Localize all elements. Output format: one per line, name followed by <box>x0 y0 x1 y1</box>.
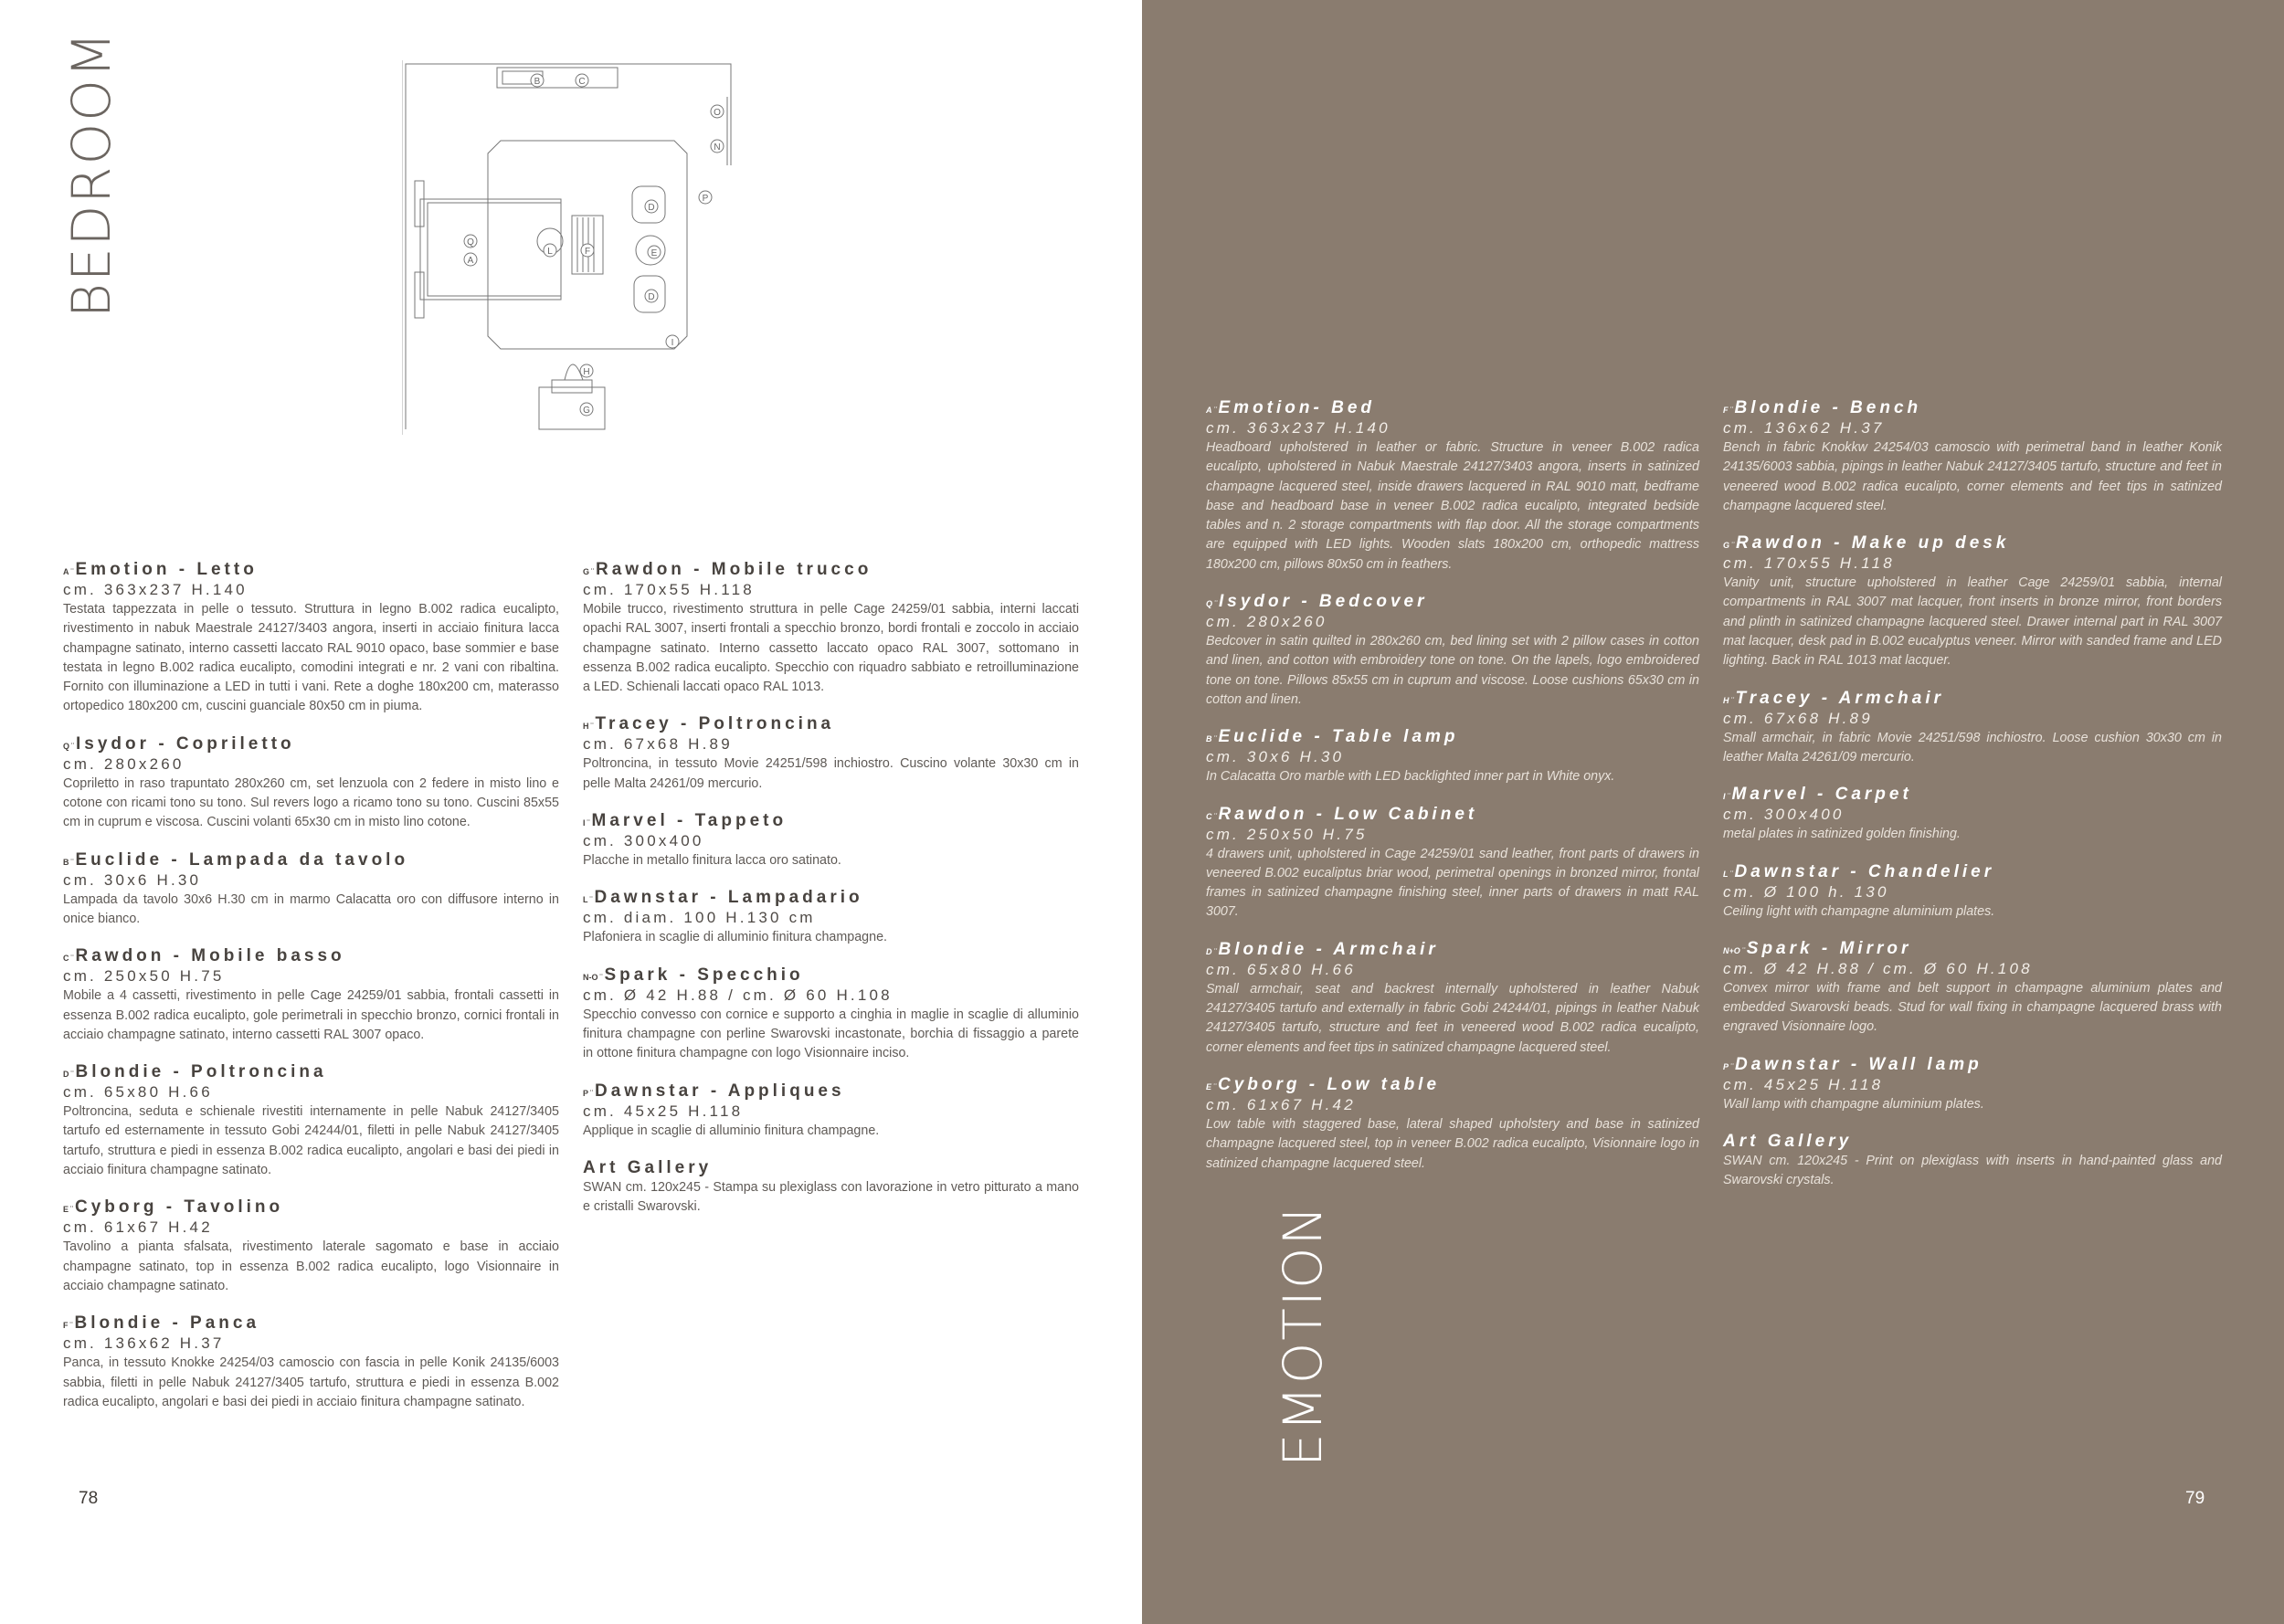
product-description: Small armchair, seat and backrest internally upholstered in leather Nabuk 24127/3405 tartufo and externally in fabric Gobi 24244/01, pipings in leather Nabuk 24127/3405 tartufo, structure and feet in veneered wood B.002 radica eucalipto, corner elements and feet tips in satinized champagne lacquered steel. <box>1206 981 1699 1055</box>
floor-plan <box>402 60 740 438</box>
product-title: N-O ¨ Spark - Specchio <box>583 965 804 985</box>
product-description: Testata tappezzata in pelle o tessuto. Struttura in legno B.002 radica eucalipto, rivestimento in nabuk Maestrale 24127/3403 angora, inserti in acciaio finitura lacca champagne satinato, interno cassetti laccato RAL 9010 opaco, base sommier e base testata in legno B.002 radica eucalipto, comodini integrati e nr. 2 vani con ribaltina. Fornito con illuminazione a LED in tutti i vani. Rete a doghe 180x200 cm, materasso ortopedico 180x200 cm, cuscini guanciale 80x50 cm in piuma. <box>63 602 559 714</box>
product-dimensions: cm. 45x25 H.118 <box>1723 1075 1884 1093</box>
svg-text:I: I <box>671 338 674 348</box>
product-dimensions: cm. Ø 100 h. 130 <box>1723 882 1889 901</box>
product-entry <box>583 1081 1079 1141</box>
product-entry <box>583 965 1079 1064</box>
product-title: C ¨ Rawdon - Mobile basso <box>63 946 345 966</box>
svg-text:A: A <box>467 256 474 266</box>
italian-column-1 <box>63 560 559 1429</box>
product-entry <box>583 1158 1079 1218</box>
product-dimensions: cm. 363x237 H.140 <box>63 581 248 598</box>
product-description: Copriletto in raso trapuntato 280x260 cm, set lenzuola con 2 federe in misto lino e cotone con ricami tono su tono. Sul revers logo a ricamo tono su tono. Cuscini 85x55 cm in cuprum e viscosa. Cuscini volanti 65x30 cm in misto lino cotone. <box>63 775 559 830</box>
product-entry <box>1723 689 2222 768</box>
product-dimensions: cm. 280x260 <box>63 754 185 773</box>
product-entry <box>1206 1075 1699 1174</box>
svg-text:H: H <box>583 367 590 377</box>
product-entry <box>63 1062 559 1180</box>
product-description: Lampada da tavolo 30x6 H.30 cm in marmo Calacatta oro con diffusore interno in onice bianco. <box>63 891 559 926</box>
product-title: A ¨ Emotion- Bed <box>1206 398 1375 417</box>
product-dimensions: cm. 363x237 H.140 <box>1206 419 1390 437</box>
product-description: 4 drawers unit, upholstered in Cage 24259/01 sand leather, front parts of drawers in veneered B.002 eucaliptus briar wood, perimetral openings in bronzed mirror, frontal frames in satinized champagne finishing steel, inner parts of drawers in matt RAL 3007. <box>1206 846 1699 920</box>
product-description: Vanity unit, structure upholstered in leather Cage 24259/01 sabbia, internal compartments in RAL 3007 mat lacquer, front inserts in bronze mirror, front borders and plinth in satinized champagne lacquered steel. Drawer internal part in RAL 3007 mat lacquer, desk pad in B.002 eucalyptus veneer. Mirror with sanded frame and LED lighting. Back in RAL 1013 mat lacquer. <box>1723 575 2222 669</box>
svg-text:F: F <box>584 247 591 257</box>
product-title: N+O ¨ Spark - Mirror <box>1723 938 1912 958</box>
svg-text:G: G <box>583 406 590 416</box>
product-dimensions: cm. 170x55 H.118 <box>583 581 755 598</box>
svg-text:Q: Q <box>467 237 474 248</box>
product-entry <box>63 734 559 833</box>
product-description: Placche in metallo finitura lacca oro satinato. <box>583 853 841 869</box>
product-dimensions: cm. 250x50 H.75 <box>1206 825 1368 843</box>
english-column-1 <box>1206 398 1699 1191</box>
product-title: I ¨ Marvel - Tappeto <box>583 811 788 831</box>
product-description: Plafoniera in scaglie di alluminio finitura champagne. <box>583 930 887 945</box>
product-description: Ceiling light with champagne aluminium plates. <box>1723 903 1995 919</box>
product-entry <box>1723 398 2222 516</box>
product-title: B ¨ Euclide - Lampada da tavolo <box>63 849 409 870</box>
svg-text:E: E <box>650 248 658 258</box>
product-description: Wall lamp with champagne aluminium plates. <box>1723 1096 1984 1112</box>
product-dimensions: cm. 300x400 <box>583 832 704 850</box>
product-title: E ¨ Cyborg - Low table <box>1206 1074 1441 1094</box>
product-dimensions: cm. 170x55 H.118 <box>1723 554 1895 573</box>
product-entry <box>63 1313 559 1412</box>
product-title: L ¨ Dawnstar - Lampadario <box>583 888 863 908</box>
page-number: 78 <box>79 1489 99 1508</box>
product-title: P ¨ Dawnstar - Appliques <box>583 1081 845 1101</box>
product-dimensions: cm. Ø 42 H.88 / cm. Ø 60 H.108 <box>1723 959 2033 977</box>
page-title: EMOTION <box>1272 1204 1334 1467</box>
product-description: Convex mirror with frame and belt support in champagne aluminium plates and embedded Swarovski beads. Stud for wall fixing in champagne lacquered brass with engraved Visionnaire logo. <box>1723 980 2222 1035</box>
product-description: Small armchair, in fabric Movie 24251/598 inchiostro. Loose cushion 30x30 cm in leather Malta 24261/09 mercurio. <box>1723 730 2222 765</box>
product-title: D ¨ Blondie - Armchair <box>1206 939 1439 959</box>
product-entry <box>583 811 1079 870</box>
product-entry <box>1206 398 1699 575</box>
svg-text:P: P <box>702 194 709 204</box>
product-description: Mobile trucco, rivestimento struttura in pelle Cage 24259/01 sabbia, interni laccati opachi RAL 3007, inserti frontali a specchio bronzo, bordi frontali e zoccolo in acciaio champagne satinato. Interno cassetto laccato opaco RAL 3007, sottomano in essenza B.002 radica eucalipto. Specchio con riquadro sabbiato e retroilluminazione a LED. Schienali laccati opaco RAL 1013. <box>583 602 1079 695</box>
product-description: SWAN cm. 120x245 - Print on plexiglass with inserts in hand-painted glass and Swarovski crystals. <box>1723 1154 2222 1188</box>
product-title: P ¨ Dawnstar - Wall lamp <box>1723 1054 1983 1074</box>
product-entry <box>1723 1132 2222 1191</box>
product-title: A ¨ Emotion - Letto <box>63 560 258 579</box>
page-number: 79 <box>2185 1489 2205 1508</box>
product-entry <box>583 714 1079 794</box>
product-dimensions: cm. 67x68 H.89 <box>1723 709 1873 727</box>
product-title: F ¨ Blondie - Bench <box>1723 398 1922 417</box>
product-title: Q ¨ Isydor - Bedcover <box>1206 592 1428 612</box>
right-page <box>1142 0 2284 1624</box>
product-dimensions: cm. 136x62 H.37 <box>1723 419 1885 437</box>
product-description: Panca, in tessuto Knokke 24254/03 camoscio con fascia in pelle Konik 24135/6003 sabbia, filetti in pelle Nabuk 24127/3405 tartufo, struttura e piedi in essenza B.002 radica eucalipto, angolari e basi dei piedi in acciaio finitura champagne satinato. <box>63 1355 559 1409</box>
svg-text:D: D <box>648 292 655 302</box>
svg-text:B: B <box>534 77 541 87</box>
product-entry <box>1723 1055 2222 1114</box>
product-entry <box>583 560 1079 697</box>
product-entry <box>583 888 1079 947</box>
product-dimensions: cm. 67x68 H.89 <box>583 735 733 754</box>
svg-text:D: D <box>648 203 655 213</box>
product-description: Applique in scaglie di alluminio finitura champagne. <box>583 1123 880 1138</box>
product-dimensions: cm. 61x67 H.42 <box>1206 1095 1356 1113</box>
page-title: BEDROOM <box>60 30 122 318</box>
product-title: I ¨ Marvel - Carpet <box>1723 785 1912 805</box>
product-description: Headboard upholstered in leather or fabric. Structure in veneer B.002 radica eucalipto, upholstered in Nabuk Maestrale 24127/3403 angora, inserts in satinized champagne lacquered steel, inside drawers lacquered in RAL 9010 matt, bedframe base and headboard base in veneer B.002 radica eucalipto, integrated bedside tables and n. 2 storage compartments with flap door. All the storage compartments are equipped with LED lights. Wooden slats 180x200 cm, orthopedic mattress 180x200 cm, pillows 80x50 cm in feathers. <box>1206 440 1699 572</box>
product-title: L ¨ Dawnstar - Chandelier <box>1723 861 1995 881</box>
product-entry <box>63 560 559 717</box>
product-title: B ¨ Euclide - Table lamp <box>1206 727 1459 747</box>
product-entry <box>63 946 559 1045</box>
product-description: Specchio convesso con cornice e supporto a cinghia in maglie in scaglie di alluminio finitura champagne con perline Swarovski incastonate, borchia di fissaggio a parete in ottone finitura champagne con logo Visionnaire inciso. <box>583 1007 1079 1061</box>
italian-column-2 <box>583 560 1079 1234</box>
product-description: Mobile a 4 cassetti, rivestimento in pelle Cage 24259/01 sabbia, frontali cassetti in essenza B.002 radica eucalipto, gole perimetrali in specchio bronzo, cornici frontali in acciaio champagne satinato, interno cassetti RAL 3007 opaco. <box>63 988 559 1042</box>
product-title: F ¨ Blondie - Panca <box>63 1313 260 1334</box>
product-entry <box>63 850 559 930</box>
product-title: D ¨ Blondie - Poltroncina <box>63 1062 327 1082</box>
product-entry <box>1206 805 1699 923</box>
product-dimensions: cm. diam. 100 H.130 cm <box>583 909 816 927</box>
product-title: C ¨ Rawdon - Low Cabinet <box>1206 804 1478 824</box>
product-description: Poltroncina, seduta e schienale rivestiti internamente in pelle Nabuk 24127/3405 tartufo ed esternamente in tessuto Gobi 24244/01, filetti in pelle Nabuk 24127/3405 tartufo, struttura e piedi in essenza B.002 radica eucalipto, angolari e basi dei piedi in acciaio finitura champagne satinato. <box>63 1104 559 1178</box>
product-dimensions: cm. 300x400 <box>1723 806 1845 824</box>
product-dimensions: cm. 250x50 H.75 <box>63 967 225 986</box>
product-dimensions: cm. 65x80 H.66 <box>63 1083 213 1102</box>
product-title: H ¨ Tracey - Armchair <box>1723 688 1945 708</box>
product-dimensions: cm. 30x6 H.30 <box>63 870 202 889</box>
product-entry <box>1723 533 2222 670</box>
product-description: metal plates in satinized golden finishing. <box>1723 827 1961 842</box>
product-title: G ¨ Rawdon - Make up desk <box>1723 533 2010 554</box>
product-entry <box>1206 940 1699 1058</box>
product-dimensions: cm. Ø 42 H.88 / cm. Ø 60 H.108 <box>583 986 893 1004</box>
product-dimensions: cm. 65x80 H.66 <box>1206 960 1356 978</box>
product-entry <box>1723 785 2222 844</box>
svg-text:N: N <box>714 142 721 153</box>
product-description: Tavolino a pianta sfalsata, rivestimento laterale sagomato e base in acciaio champagne satinato, top in essenza B.002 radica eucalipto, logo Visionnaire in acciaio champagne satinato. <box>63 1239 559 1293</box>
product-title: E ¨ Cyborg - Tavolino <box>63 1197 284 1218</box>
product-entry <box>63 1197 559 1296</box>
product-description: Bedcover in satin quilted in 280x260 cm, bed lining set with 2 pillow cases in cotton and linen, and cotton with embroidery tone on tone. On the lapels, logo embroidered tone on tone. Pillows 85x55 cm in cuprum and viscose. Loose cushions 65x30 cm in cotton and linen. <box>1206 634 1699 707</box>
product-dimensions: cm. 30x6 H.30 <box>1206 748 1345 766</box>
product-dimensions: cm. 45x25 H.118 <box>583 1102 744 1120</box>
product-entry <box>1723 862 2222 922</box>
product-title: Art Gallery <box>1723 1132 1853 1152</box>
product-description: Bench in fabric Knokkw 24254/03 camoscio with perimetral band in leather Konik 24135/6003 sabbia, pipings in leather Nabuk 24127/3405 tartufo, structure and feet in veneered wood B.002 radica eucalipto, corner elements and feet tips in satinized champagne lacquered steel. <box>1723 440 2222 513</box>
product-entry <box>1206 727 1699 786</box>
product-title: Art Gallery <box>583 1157 713 1177</box>
product-dimensions: cm. 61x67 H.42 <box>63 1218 213 1237</box>
svg-text:O: O <box>714 108 721 118</box>
product-title: Q ¨ Isydor - Copriletto <box>63 733 295 754</box>
product-entry <box>1206 592 1699 710</box>
product-dimensions: cm. 136x62 H.37 <box>63 1334 225 1353</box>
product-description: In Calacatta Oro marble with LED backlighted inner part in White onyx. <box>1206 769 1615 785</box>
product-title: G ¨ Rawdon - Mobile trucco <box>583 560 872 579</box>
product-description: Low table with staggered base, lateral shaped upholstery and base in satinized champagne lacquered steel, top in veneer B.002 radica eucalipto, Visionnaire logo in satinized champagne lacquered steel. <box>1206 1116 1699 1171</box>
product-entry <box>1723 939 2222 1038</box>
product-description: Poltroncina, in tessuto Movie 24251/598 inchiostro. Cuscino volante 30x30 cm in pelle Malta 24261/09 mercurio. <box>583 756 1079 791</box>
product-dimensions: cm. 280x260 <box>1206 613 1327 631</box>
product-title: H ¨ Tracey - Poltroncina <box>583 714 835 734</box>
svg-text:C: C <box>578 77 586 87</box>
product-description: SWAN cm. 120x245 - Stampa su plexiglass con lavorazione in vetro pitturato a mano e cristalli Swarovski. <box>583 1179 1079 1215</box>
english-column-2 <box>1723 398 2222 1208</box>
svg-text:L: L <box>547 247 553 257</box>
